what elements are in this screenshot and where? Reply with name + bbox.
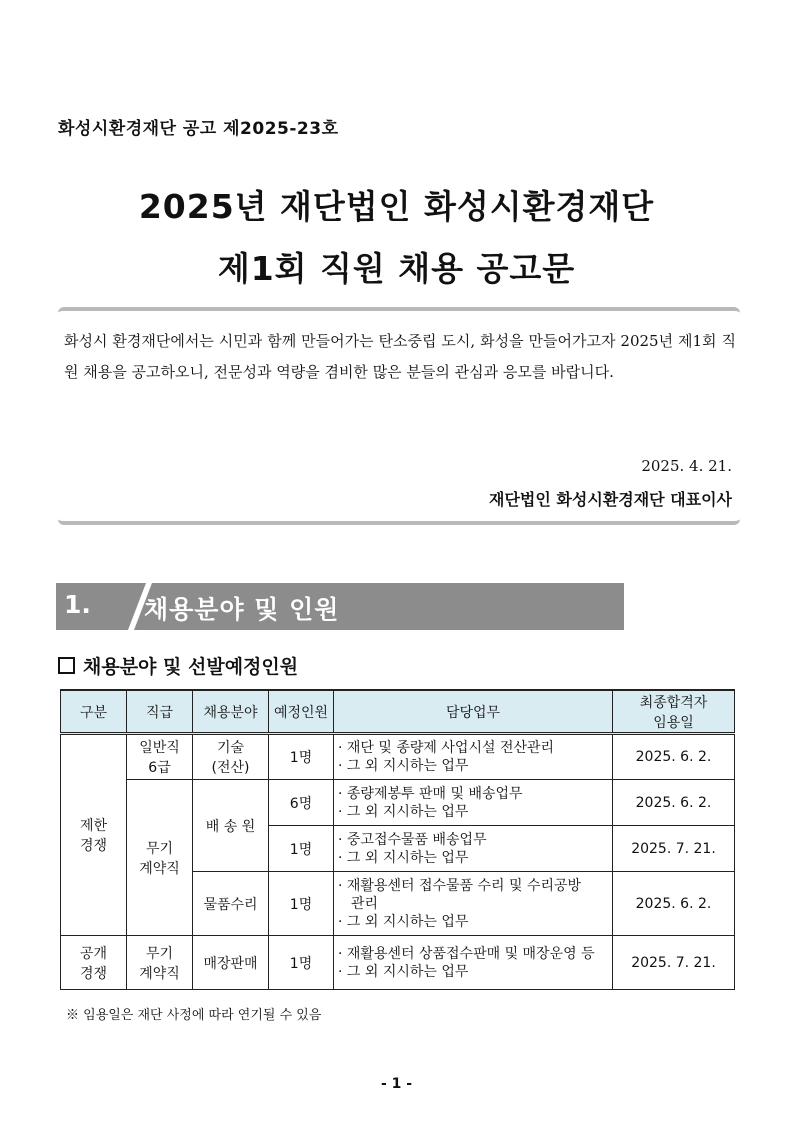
count-cell: 1명 [269, 734, 334, 780]
count-cell: 1명 [269, 872, 334, 936]
header-appointment-date: 최종합격자 임용일 [613, 690, 735, 734]
section-header-bar [56, 583, 624, 630]
announcement-date: 2025. 4. 21. [641, 457, 732, 475]
section-title: 채용분야 및 인원 [144, 595, 340, 624]
date-cell: 2025. 7. 21. [613, 936, 735, 990]
recruitment-table [60, 689, 735, 990]
field-cell: 배 송 원 [193, 780, 269, 872]
date-cell: 2025. 6. 2. [613, 780, 735, 826]
header-duty: 담당업무 [334, 690, 613, 734]
table-header-row [61, 690, 735, 734]
footnote: ※ 임용일은 재단 사정에 따라 연기될 수 있음 [66, 1008, 322, 1023]
duty-cell: · 재활용센터 접수물품 수리 및 수리공방 관리 · 그 외 지시하는 업무 [334, 872, 613, 936]
duty-cell: · 재단 및 종량제 사업시설 전산관리 · 그 외 지시하는 업무 [334, 734, 613, 780]
header-count: 예정인원 [269, 690, 334, 734]
table-row [61, 936, 735, 990]
group-cell: 제한 경쟁 [61, 734, 127, 936]
date-cell: 2025. 6. 2. [613, 734, 735, 780]
table-row [61, 734, 735, 780]
duty-cell: · 재활용센터 상품접수판매 및 매장운영 등 · 그 외 지시하는 업무 [334, 936, 613, 990]
header-category: 구분 [61, 690, 127, 734]
duty-cell: · 종량제봉투 판매 및 배송업무 · 그 외 지시하는 업무 [334, 780, 613, 826]
intro-box [58, 307, 740, 525]
date-cell: 2025. 6. 2. [613, 872, 735, 936]
field-cell: 물품수리 [193, 872, 269, 936]
page-number: - 1 - [380, 1076, 413, 1092]
issuer-signature: 재단법인 화성시환경재단 대표이사 [489, 490, 732, 509]
notice-number: 화성시환경재단 공고 제2025-23호 [58, 119, 339, 139]
checkbox-icon [58, 657, 75, 674]
count-cell: 6명 [269, 780, 334, 826]
section-bar-shape [56, 583, 624, 630]
section-number: 1. [64, 590, 91, 619]
sub-heading-label: 채용분야 및 선발예정인원 [83, 656, 299, 678]
grade-cell: 일반직 6급 [127, 734, 193, 780]
page-title-line1: 2025년 재단법인 화성시환경재단 [138, 187, 655, 226]
count-cell: 1명 [269, 936, 334, 990]
grade-cell: 무기 계약직 [127, 780, 193, 936]
header-grade: 직급 [127, 690, 193, 734]
sub-heading [58, 652, 298, 679]
duty-cell: · 중고접수물품 배송업무 · 그 외 지시하는 업무 [334, 826, 613, 872]
count-cell: 1명 [269, 826, 334, 872]
table-row [61, 780, 735, 826]
intro-text: 화성시 환경재단에서는 시민과 함께 만들어가는 탄소중립 도시, 화성을 만들어가고자 2025년 제1회 직원 채용을 공고하오니, 전문성과 역량을 겸비한 많은 분들의 관심과 응모를 바랍니다. [64, 332, 736, 381]
group-cell: 공개 경쟁 [61, 936, 127, 990]
date-cell: 2025. 7. 21. [613, 826, 735, 872]
header-field: 채용분야 [193, 690, 269, 734]
page-title-line2: 제1회 직원 채용 공고문 [217, 249, 576, 288]
field-cell: 기술 (전산) [193, 734, 269, 780]
field-cell: 매장판매 [193, 936, 269, 990]
grade-cell: 무기 계약직 [127, 936, 193, 990]
